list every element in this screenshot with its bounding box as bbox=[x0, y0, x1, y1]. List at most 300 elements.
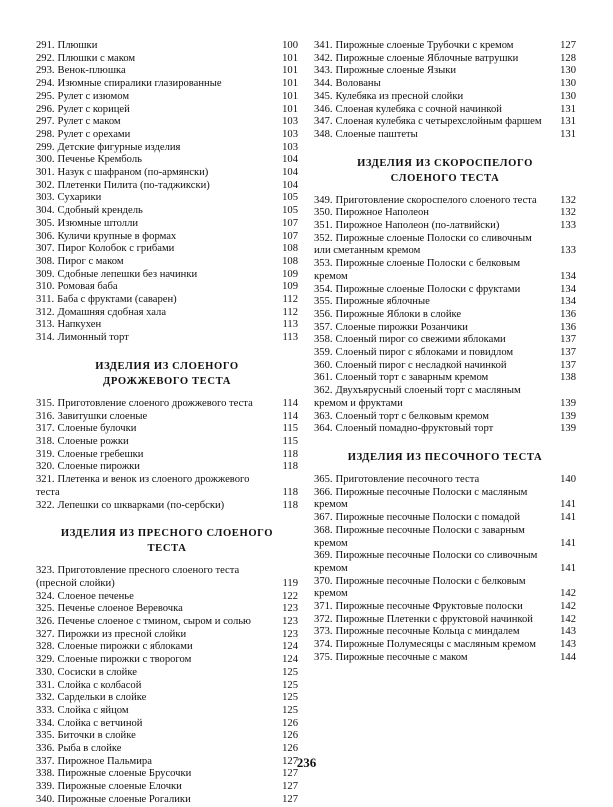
entry-page-number: 140 bbox=[560, 473, 576, 485]
entry-title: Изюмные спиралики глазированные bbox=[57, 78, 222, 90]
toc-entry bbox=[36, 65, 298, 78]
entry-title: Пирожные слоеные Трубочки с кремом bbox=[335, 40, 514, 51]
entry-page-number: 142 bbox=[560, 588, 576, 600]
entry-number: 314. bbox=[36, 332, 55, 344]
entry-number: 300. bbox=[36, 154, 55, 166]
entry-title: Завитушки слоеные bbox=[57, 410, 148, 422]
entry-page-number: 123 bbox=[282, 616, 298, 628]
entry-number: 342. bbox=[314, 52, 333, 64]
entry-page-number: 136 bbox=[560, 308, 576, 320]
entry-number: 366. bbox=[314, 486, 333, 498]
entry-title: Домашняя сдобная хала bbox=[57, 306, 167, 318]
toc-entry bbox=[314, 309, 576, 322]
entry-title: Слоеная кулебяка с четырехслойным фаршем bbox=[335, 116, 542, 128]
entry-number: 305. bbox=[36, 217, 55, 229]
entry-title: Пирожные слоеные Брусочки bbox=[57, 768, 192, 780]
entry-page-number: 101 bbox=[282, 90, 298, 102]
entry-title: Сдобные лепешки без начинки bbox=[57, 268, 198, 280]
entry-title: Пирожные песочные Кольца с миндалем bbox=[335, 626, 520, 638]
entry-page-number: 101 bbox=[282, 52, 298, 64]
toc-entry bbox=[36, 40, 298, 53]
toc-entry bbox=[36, 591, 298, 604]
entry-page-number: 125 bbox=[282, 704, 298, 716]
toc-entry bbox=[314, 550, 576, 575]
entry-title: Слоеный пирог с яблоками и повидлом bbox=[335, 347, 514, 359]
toc-entry bbox=[36, 474, 298, 499]
toc-entry bbox=[36, 781, 298, 794]
toc-entry bbox=[36, 768, 298, 781]
entry-number: 345. bbox=[314, 90, 333, 102]
entry-number: 325. bbox=[36, 603, 55, 615]
entry-number: 317. bbox=[36, 423, 55, 435]
entry-title: Пирог Колобок с грибами bbox=[57, 243, 175, 255]
toc-entry bbox=[36, 423, 298, 436]
toc-entry-list bbox=[36, 40, 298, 345]
entry-page-number: 127 bbox=[560, 40, 576, 51]
entry-title: Слоеное печенье bbox=[57, 590, 134, 602]
entry-number: 344. bbox=[314, 78, 333, 90]
entry-title: Слоеные рожки bbox=[57, 435, 129, 447]
entry-page-number: 100 bbox=[282, 40, 298, 51]
entry-number: 336. bbox=[36, 743, 55, 755]
entry-page-number: 138 bbox=[560, 372, 576, 384]
entry-title: Приготовление скороспелого слоеного теста bbox=[335, 194, 537, 206]
toc-entry bbox=[314, 576, 576, 601]
entry-title: Пирожные песочные Фруктовые полоски bbox=[335, 601, 523, 613]
toc-entry bbox=[314, 423, 576, 436]
entry-title: Приготовление пресного слоеного теста (пресной слойки) bbox=[36, 565, 240, 589]
entry-title: Детские фигурные изделия bbox=[57, 141, 181, 153]
entry-number: 316. bbox=[36, 410, 55, 422]
entry-number: 354. bbox=[314, 283, 333, 295]
entry-number: 358. bbox=[314, 334, 333, 346]
entry-number: 364. bbox=[314, 423, 333, 435]
entry-page-number: 126 bbox=[282, 743, 298, 755]
toc-entry bbox=[36, 91, 298, 104]
entry-title: Приготовление песочного теста bbox=[335, 473, 480, 485]
entry-title: Слоеные паштеты bbox=[335, 128, 418, 140]
section-heading bbox=[314, 156, 576, 186]
entry-number: 333. bbox=[36, 704, 55, 716]
entry-number: 372. bbox=[314, 613, 333, 625]
entry-page-number: 119 bbox=[282, 577, 298, 589]
section-heading-line: ИЗДЕЛИЯ ИЗ ПЕСОЧНОГО ТЕСТА bbox=[347, 451, 543, 463]
section-heading-line: СЛОЕНОГО ТЕСТА bbox=[390, 172, 500, 184]
entry-title: Волованы bbox=[335, 78, 381, 90]
entry-title: Лепешки со шкварками (по-сербски) bbox=[57, 499, 225, 511]
entry-page-number: 123 bbox=[282, 628, 298, 640]
entry-page-number: 131 bbox=[560, 128, 576, 140]
toc-entry bbox=[314, 411, 576, 424]
toc-entry bbox=[36, 167, 298, 180]
toc-entry bbox=[314, 322, 576, 335]
entry-title: Слоеные булочки bbox=[57, 423, 137, 435]
entry-number: 370. bbox=[314, 575, 333, 587]
entry-title: Плюшки с маком bbox=[57, 52, 136, 64]
entry-number: 363. bbox=[314, 410, 333, 422]
entry-number: 332. bbox=[36, 692, 55, 704]
toc-entry bbox=[36, 129, 298, 142]
entry-number: 327. bbox=[36, 628, 55, 640]
entry-title: Пирожные песочные Полоски со сливочным кремом bbox=[314, 550, 538, 574]
toc-entry bbox=[314, 65, 576, 78]
entry-page-number: 112 bbox=[282, 306, 298, 318]
entry-number: 362. bbox=[314, 385, 333, 397]
entry-number: 326. bbox=[36, 616, 55, 628]
toc-entry bbox=[36, 794, 298, 807]
entry-page-number: 133 bbox=[560, 220, 576, 232]
entry-number: 337. bbox=[36, 755, 55, 767]
entry-page-number: 118 bbox=[282, 448, 298, 460]
entry-number: 352. bbox=[314, 232, 333, 244]
entry-number: 348. bbox=[314, 128, 333, 140]
toc-entry bbox=[36, 269, 298, 282]
entry-page-number: 128 bbox=[560, 52, 576, 64]
entry-number: 310. bbox=[36, 281, 55, 293]
toc-column-left bbox=[36, 40, 298, 807]
entry-number: 295. bbox=[36, 90, 55, 102]
entry-number: 293. bbox=[36, 65, 55, 77]
entry-number: 322. bbox=[36, 499, 55, 511]
toc-entry bbox=[36, 104, 298, 117]
toc-entry bbox=[36, 654, 298, 667]
entry-number: 301. bbox=[36, 167, 55, 179]
entry-page-number: 109 bbox=[282, 281, 298, 293]
toc-entry bbox=[314, 116, 576, 129]
entry-page-number: 108 bbox=[282, 243, 298, 255]
toc-entry bbox=[36, 231, 298, 244]
entry-number: 315. bbox=[36, 397, 55, 409]
entry-title: Плетенки Пилита (по-таджикски) bbox=[57, 179, 210, 191]
toc-entry bbox=[36, 218, 298, 231]
section-heading bbox=[314, 450, 576, 465]
entry-title: Слоеный пирог со свежими яблоками bbox=[335, 334, 506, 346]
entry-number: 343. bbox=[314, 65, 333, 77]
entry-number: 340. bbox=[36, 793, 55, 805]
entry-number: 311. bbox=[36, 294, 55, 306]
entry-page-number: 115 bbox=[282, 435, 298, 447]
entry-number: 318. bbox=[36, 435, 55, 447]
entry-title: Печенье слоеное Веревочка bbox=[57, 603, 183, 615]
entry-page-number: 139 bbox=[560, 423, 576, 435]
entry-number: 309. bbox=[36, 268, 55, 280]
entry-page-number: 112 bbox=[282, 294, 298, 306]
entry-number: 313. bbox=[36, 319, 55, 331]
entry-number: 324. bbox=[36, 590, 55, 602]
entry-page-number: 132 bbox=[560, 194, 576, 206]
entry-page-number: 105 bbox=[282, 205, 298, 217]
toc-entry bbox=[36, 449, 298, 462]
toc-entry bbox=[314, 220, 576, 233]
entry-number: 365. bbox=[314, 473, 333, 485]
entry-page-number: 118 bbox=[282, 486, 298, 498]
toc-entry bbox=[314, 53, 576, 66]
toc-entry bbox=[36, 205, 298, 218]
entry-number: 369. bbox=[314, 550, 333, 562]
toc-entry bbox=[36, 116, 298, 129]
entry-title: Пирожные Плетенки с фруктовой начинкой bbox=[335, 613, 533, 625]
entry-page-number: 144 bbox=[560, 651, 576, 663]
entry-title: Пирожные песочные с маком bbox=[335, 651, 468, 663]
entry-page-number: 103 bbox=[282, 141, 298, 153]
entry-page-number: 114 bbox=[282, 410, 298, 422]
entry-page-number: 130 bbox=[560, 65, 576, 77]
entry-number: 303. bbox=[36, 192, 55, 204]
toc-entry bbox=[314, 512, 576, 525]
toc-entry bbox=[314, 385, 576, 410]
toc-entry bbox=[314, 78, 576, 91]
entry-title: Слоеные пирожки bbox=[57, 461, 140, 473]
entry-page-number: 126 bbox=[282, 717, 298, 729]
entry-title: Рулет с орехами bbox=[57, 128, 131, 140]
entry-number: 307. bbox=[36, 243, 55, 255]
toc-entry bbox=[314, 626, 576, 639]
entry-title: Биточки в слойке bbox=[57, 730, 136, 742]
entry-number: 312. bbox=[36, 306, 55, 318]
entry-title: Слоеные пирожки Розанчики bbox=[335, 321, 468, 333]
entry-number: 299. bbox=[36, 141, 55, 153]
toc-entry bbox=[314, 284, 576, 297]
entry-number: 334. bbox=[36, 717, 55, 729]
toc-entry bbox=[314, 360, 576, 373]
entry-page-number: 141 bbox=[560, 512, 576, 524]
entry-number: 298. bbox=[36, 128, 55, 140]
entry-page-number: 122 bbox=[282, 590, 298, 602]
entry-title: Сардельки в слойке bbox=[57, 692, 147, 704]
entry-title: Слоеные пирожки с яблоками bbox=[57, 641, 193, 653]
entry-number: 292. bbox=[36, 52, 55, 64]
toc-entry bbox=[314, 129, 576, 142]
toc-entry bbox=[36, 192, 298, 205]
toc-entry bbox=[36, 294, 298, 307]
entry-page-number: 124 bbox=[282, 641, 298, 653]
toc-entry-list bbox=[314, 195, 576, 436]
entry-title: Рулет с изюмом bbox=[57, 90, 130, 102]
toc-entry bbox=[314, 474, 576, 487]
entry-number: 331. bbox=[36, 679, 55, 691]
entry-number: 297. bbox=[36, 116, 55, 128]
entry-page-number: 127 bbox=[282, 768, 298, 780]
toc-entry bbox=[314, 258, 576, 283]
entry-page-number: 109 bbox=[282, 268, 298, 280]
entry-page-number: 126 bbox=[282, 730, 298, 742]
entry-title: Пирожные Полумесяцы с масляным кремом bbox=[335, 639, 536, 651]
entry-title: Сдобный крендель bbox=[57, 205, 143, 217]
entry-page-number: 127 bbox=[282, 793, 298, 805]
toc-entry bbox=[314, 40, 576, 53]
toc-entry bbox=[36, 461, 298, 474]
entry-number: 368. bbox=[314, 524, 333, 536]
entry-page-number: 141 bbox=[560, 499, 576, 511]
entry-title: Печенье Кремболь bbox=[57, 154, 142, 166]
entry-number: 291. bbox=[36, 40, 55, 51]
toc-entry bbox=[36, 603, 298, 616]
entry-page-number: 127 bbox=[282, 781, 298, 793]
entry-number: 330. bbox=[36, 666, 55, 678]
entry-page-number: 105 bbox=[282, 192, 298, 204]
toc-entry bbox=[314, 614, 576, 627]
entry-page-number: 101 bbox=[282, 65, 298, 77]
section-heading-line: ТЕСТА bbox=[147, 543, 187, 555]
entry-title: Рулет с маком bbox=[57, 116, 121, 128]
entry-number: 375. bbox=[314, 651, 333, 663]
entry-page-number: 114 bbox=[282, 397, 298, 409]
toc-entry bbox=[36, 667, 298, 680]
entry-title: Двухъярусный слоеный торт с масляным кремом и фруктами bbox=[314, 385, 521, 409]
toc-entry bbox=[36, 53, 298, 66]
entry-page-number: 132 bbox=[560, 207, 576, 219]
entry-title: Слойка с яйцом bbox=[57, 704, 129, 716]
entry-title: Пирожные песочные Полоски с заварным кремом bbox=[314, 524, 525, 549]
entry-page-number: 137 bbox=[560, 359, 576, 371]
toc-entry bbox=[36, 243, 298, 256]
entry-title: Пирожное Пальмира bbox=[57, 755, 152, 767]
entry-title: Пирожные песочные Полоски с масляным кремом bbox=[314, 486, 528, 511]
entry-title: Сухарики bbox=[57, 192, 102, 204]
entry-title: Сосиски в слойке bbox=[57, 666, 137, 678]
entry-title: Приготовление слоеного дрожжевого теста bbox=[57, 397, 253, 409]
toc-entry bbox=[36, 436, 298, 449]
entry-title: Слоеный торт с белковым кремом bbox=[335, 410, 489, 422]
entry-page-number: 123 bbox=[282, 603, 298, 615]
entry-number: 302. bbox=[36, 179, 55, 191]
toc-entry bbox=[314, 195, 576, 208]
entry-page-number: 137 bbox=[560, 347, 576, 359]
toc-entry bbox=[314, 334, 576, 347]
entry-number: 341. bbox=[314, 40, 333, 51]
entry-title: Пирожные слоеные Полоски со сливочным или сметанным кремом bbox=[314, 232, 532, 257]
entry-title: Пирожные слоеные Яблочные ватрушки bbox=[335, 52, 519, 64]
entry-page-number: 130 bbox=[560, 78, 576, 90]
entry-page-number: 115 bbox=[282, 423, 298, 435]
toc-entry bbox=[36, 680, 298, 693]
entry-title: Печенье слоеное с тмином, сыром и солью bbox=[57, 616, 251, 628]
entry-number: 360. bbox=[314, 359, 333, 371]
entry-title: Слоеные пирожки с творогом bbox=[57, 654, 192, 666]
entry-title: Пирожные слоеные Елочки bbox=[57, 781, 182, 793]
entry-page-number: 142 bbox=[560, 613, 576, 625]
entry-number: 367. bbox=[314, 512, 333, 524]
entry-page-number: 104 bbox=[282, 167, 298, 179]
toc-entry bbox=[36, 718, 298, 731]
entry-page-number: 130 bbox=[560, 90, 576, 102]
entry-title: Пирожное Наполеон bbox=[335, 207, 429, 219]
entry-title: Пирожные слоеные Языки bbox=[335, 65, 457, 77]
entry-number: 306. bbox=[36, 230, 55, 242]
toc-entry bbox=[36, 705, 298, 718]
entry-title: Куличи крупные в формах bbox=[57, 230, 177, 242]
entry-title: Пирожки из пресной слойки bbox=[57, 628, 187, 640]
toc-entry-list bbox=[314, 474, 576, 665]
entry-page-number: 118 bbox=[282, 499, 298, 511]
toc-entry bbox=[314, 104, 576, 117]
toc-entry bbox=[36, 256, 298, 269]
entry-page-number: 142 bbox=[560, 601, 576, 613]
entry-page-number: 139 bbox=[560, 397, 576, 409]
toc-entry bbox=[314, 601, 576, 614]
entry-title: Напкухен bbox=[57, 319, 102, 331]
toc-entry bbox=[36, 142, 298, 155]
entry-number: 294. bbox=[36, 78, 55, 90]
toc-entry bbox=[314, 233, 576, 258]
entry-title: Венок-плюшка bbox=[57, 65, 126, 77]
entry-number: 308. bbox=[36, 255, 55, 267]
entry-page-number: 137 bbox=[560, 334, 576, 346]
entry-title: Рулет с корицей bbox=[57, 103, 130, 115]
toc-entry bbox=[36, 319, 298, 332]
entry-title: Слоеный помадно-фруктовый торт bbox=[335, 423, 494, 435]
entry-number: 374. bbox=[314, 639, 333, 651]
entry-title: Пирожные слоеные Полоски с фруктами bbox=[335, 283, 521, 295]
toc-entry bbox=[314, 91, 576, 104]
toc-entry bbox=[36, 307, 298, 320]
toc-entry-list bbox=[36, 398, 298, 512]
entry-title: Слоеный торт с заварным кремом bbox=[335, 372, 489, 384]
entry-page-number: 131 bbox=[560, 116, 576, 128]
toc-entry bbox=[36, 281, 298, 294]
toc-entry bbox=[314, 372, 576, 385]
entry-number: 350. bbox=[314, 207, 333, 219]
entry-page-number: 134 bbox=[560, 270, 576, 282]
entry-page-number: 103 bbox=[282, 116, 298, 128]
section-heading-line: ИЗДЕЛИЯ ИЗ ПРЕСНОГО СЛОЕНОГО bbox=[60, 528, 274, 540]
toc-entry bbox=[314, 487, 576, 512]
toc-entry bbox=[36, 692, 298, 705]
entry-number: 359. bbox=[314, 347, 333, 359]
entry-page-number: 143 bbox=[560, 639, 576, 651]
entry-number: 361. bbox=[314, 372, 333, 384]
section-heading bbox=[36, 526, 298, 556]
entry-page-number: 125 bbox=[282, 679, 298, 691]
entry-title: Пирожные яблочные bbox=[335, 296, 430, 308]
entry-page-number: 136 bbox=[560, 321, 576, 333]
entry-page-number: 134 bbox=[560, 296, 576, 308]
entry-number: 349. bbox=[314, 194, 333, 206]
entry-title: Пирожные слоеные Полоски с белковым кремом bbox=[314, 258, 521, 282]
entry-title: Пирожные Яблоки в слойке bbox=[335, 308, 462, 320]
entry-page-number: 143 bbox=[560, 626, 576, 638]
entry-page-number: 134 bbox=[560, 283, 576, 295]
entry-title: Пирожные песочные Полоски с белковым кремом bbox=[314, 575, 526, 600]
entry-page-number: 108 bbox=[282, 255, 298, 267]
entry-number: 335. bbox=[36, 730, 55, 742]
toc-entry bbox=[36, 332, 298, 345]
entry-number: 351. bbox=[314, 220, 333, 232]
entry-title: Слойка с колбасой bbox=[57, 679, 142, 691]
entry-title: Рыба в слойке bbox=[57, 743, 122, 755]
entry-title: Ромовая баба bbox=[57, 281, 118, 293]
toc-entry bbox=[36, 743, 298, 756]
toc-entry-list bbox=[314, 40, 576, 142]
entry-title: Слоеная кулебяка с сочной начинкой bbox=[335, 103, 502, 115]
entry-number: 355. bbox=[314, 296, 333, 308]
entry-page-number: 113 bbox=[282, 319, 298, 331]
entry-page-number: 113 bbox=[282, 332, 298, 344]
entry-number: 373. bbox=[314, 626, 333, 638]
entry-number: 338. bbox=[36, 768, 55, 780]
entry-number: 321. bbox=[36, 474, 55, 486]
toc-entry bbox=[36, 398, 298, 411]
entry-number: 347. bbox=[314, 116, 333, 128]
entry-title: Плюшки bbox=[57, 40, 98, 51]
toc-entry bbox=[36, 411, 298, 424]
entry-title: Лимонный торт bbox=[57, 332, 129, 344]
toc-entry bbox=[36, 629, 298, 642]
toc-entry bbox=[314, 652, 576, 665]
toc-entry bbox=[36, 616, 298, 629]
section-heading-line: ДРОЖЖЕВОГО ТЕСТА bbox=[103, 375, 231, 387]
entry-number: 353. bbox=[314, 258, 333, 270]
